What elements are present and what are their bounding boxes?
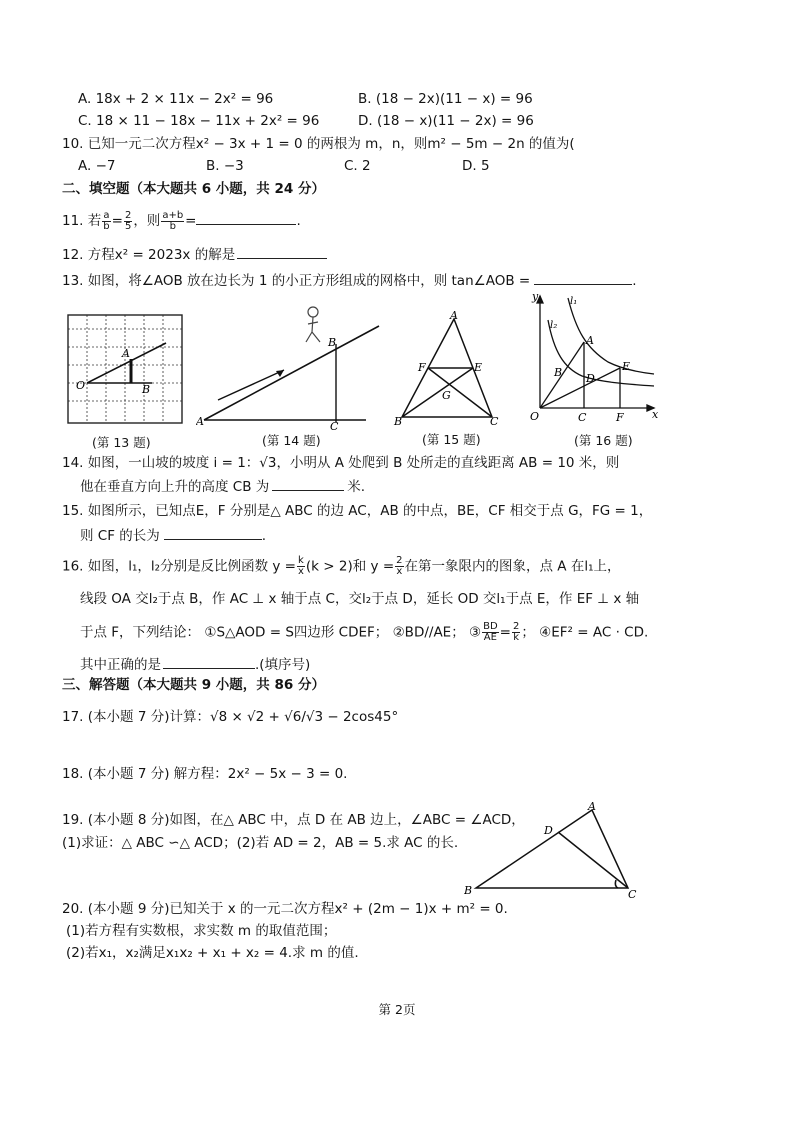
label-a: A xyxy=(450,311,458,322)
q10-stem: 10. 已知一元二次方程x² − 3x + 1 = 0 的两根为 m，n，则m² − 5m − 2n 的值为( xyxy=(62,136,575,152)
label-f: F xyxy=(418,361,426,374)
label-b: B xyxy=(464,884,473,897)
label-a: A xyxy=(196,415,204,428)
q20-line2: (1)若方程有实数根，求实数 m 的取值范围； xyxy=(66,923,337,939)
label-l2: l₂ xyxy=(550,320,558,331)
q9-option-d: D. (18 − x)(11 − 2x) = 96 xyxy=(358,113,534,129)
q14-line2: 他在垂直方向上升的高度 CB 为 米. xyxy=(80,476,365,496)
caption-16: (第 16 题) xyxy=(574,433,633,448)
answer-blank[interactable] xyxy=(534,270,632,285)
label-g: G xyxy=(442,389,451,402)
q19-line2: (1)求证：△ ABC ∽△ ACD；(2)若 AD = 2，AB = 5.求 AC 的长. xyxy=(62,835,459,851)
fraction-2-over-x: $\frac{2}{x}$ xyxy=(396,555,403,577)
figure-13-grid xyxy=(66,313,184,425)
label-c: C xyxy=(330,420,339,430)
figure-19-triangle xyxy=(464,802,644,898)
label-b: B xyxy=(554,366,563,379)
q10-option-d: D. 5 xyxy=(462,158,490,174)
figure-15-triangle xyxy=(392,311,502,427)
label-f: F xyxy=(616,411,624,424)
page-number: 第 2页 xyxy=(378,1002,416,1017)
q19-line1: 19. (本小题 8 分)如图，在△ ABC 中，点 D 在 AB 边上，∠ABC = ∠ACD， xyxy=(62,812,525,828)
answer-blank[interactable] xyxy=(163,654,255,669)
fraction-apb-over-b: $\frac{a+b}{b}$ xyxy=(162,209,184,232)
caption-13: (第 13 题) xyxy=(92,435,151,450)
q18: 18. (本小题 7 分) 解方程：2x² − 5x − 3 = 0. xyxy=(62,766,348,782)
label-b: B xyxy=(142,383,151,396)
section-solution-heading: 三、解答题（本大题共 9 小题，共 86 分） xyxy=(62,677,325,693)
section-fill-in-heading: 二、填空题（本大题共 6 小题，共 24 分） xyxy=(62,181,325,197)
q11: 11. 若 $\frac{a}{b}$ = $\frac{2}{5}$ ，则 $\frac{a+b}{b}$ = . xyxy=(62,209,301,232)
q10-option-b: B. −3 xyxy=(206,158,244,174)
q9-option-a: A. 18x + 2 × 11x − 2x² = 96 xyxy=(78,91,274,107)
label-c: C xyxy=(578,411,587,424)
label-a: A xyxy=(586,334,594,347)
climber-icon xyxy=(306,307,320,342)
fraction-k-over-x: $\frac{k}{x}$ xyxy=(297,555,304,577)
label-a: A xyxy=(122,347,130,360)
q10-option-a: A. −7 xyxy=(78,158,116,174)
q13: 13. 如图，将∠AOB 放在边长为 1 的小正方形组成的网格中，则 tan∠AOB = . xyxy=(62,270,637,290)
label-b: B xyxy=(328,336,337,349)
fraction-bd-over-ae: $\frac{BD}{AE}$ xyxy=(483,621,498,643)
q9-option-c: C. 18 × 11 − 18x − 11x + 2x² = 96 xyxy=(78,113,320,129)
label-d: D xyxy=(586,372,595,385)
q16-line4: 其中正确的是 .(填序号) xyxy=(80,654,310,674)
label-o: O xyxy=(530,410,540,423)
label-b: B xyxy=(394,415,403,427)
label-c: C xyxy=(628,888,637,898)
q14-line1: 14. 如图，一山坡的坡度 i = 1：√3，小明从 A 处爬到 B 处所走的直线距离 AB = 10 米，则 xyxy=(62,455,620,471)
label-e: E xyxy=(622,360,631,373)
q20-line3: (2)若x₁，x₂满足x₁x₂ + x₁ + x₂ = 4.求 m 的值. xyxy=(66,945,359,961)
caption-15: (第 15 题) xyxy=(422,432,481,447)
q16-line3: 于点 F，下列结论： ①S△AOD = S四边形 CDEF； ②BD//AE； ③ $\frac{BD}{AE}$ = $\frac{2}{k}$ ； ④EF² = AC · CD. xyxy=(80,621,649,643)
figure-16-inverse-functions xyxy=(520,290,660,428)
label-a: A xyxy=(588,802,596,813)
q10-option-c: C. 2 xyxy=(344,158,371,174)
fraction-a-over-b: $\frac{a}{b}$ xyxy=(103,209,110,232)
label-y: y xyxy=(532,290,539,303)
q12: 12. 方程x² = 2023x 的解是 xyxy=(62,244,327,264)
label-x: x xyxy=(652,408,659,421)
fraction-2-over-5: $\frac{2}{5}$ xyxy=(124,209,132,232)
figure-14-slope xyxy=(196,298,386,430)
label-o: O xyxy=(76,379,86,392)
answer-blank[interactable] xyxy=(196,210,296,225)
label-l1: l₁ xyxy=(570,296,578,307)
label-d: D xyxy=(544,824,553,837)
q20-line1: 20. (本小题 9 分)已知关于 x 的一元二次方程x² + (2m − 1)x + m² = 0. xyxy=(62,901,508,917)
q16-line2: 线段 OA 交l₂于点 B，作 AC ⊥ x 轴于点 C，交l₂于点 D，延长 OD 交l₁于点 E，作 EF ⊥ x 轴 xyxy=(80,591,640,607)
label-e: E xyxy=(474,361,483,374)
q15-line2: 则 CF 的长为 . xyxy=(80,525,266,545)
label-c: C xyxy=(490,415,499,427)
q17: 17. (本小题 7 分)计算：√8 × √2 + √6/√3 − 2cos45° xyxy=(62,709,399,725)
q16-line1: 16. 如图，l₁，l₂分别是反比例函数 y = $\frac{k}{x}$ (k > 2)和 y = $\frac{2}{x}$ 在第一象限内的图象，点 A 在l₁上， xyxy=(62,555,621,577)
answer-blank[interactable] xyxy=(164,525,262,540)
answer-blank[interactable] xyxy=(237,244,327,259)
fraction-2-over-k: $\frac{2}{k}$ xyxy=(512,621,520,643)
caption-14: (第 14 题) xyxy=(262,433,321,448)
q9-option-b: B. (18 − 2x)(11 − x) = 96 xyxy=(358,91,533,107)
answer-blank[interactable] xyxy=(272,476,344,491)
q15-line1: 15. 如图所示，已知点E，F 分别是△ ABC 的边 AC，AB 的中点，BE，CF 相交于点 G，FG = 1， xyxy=(62,503,653,519)
